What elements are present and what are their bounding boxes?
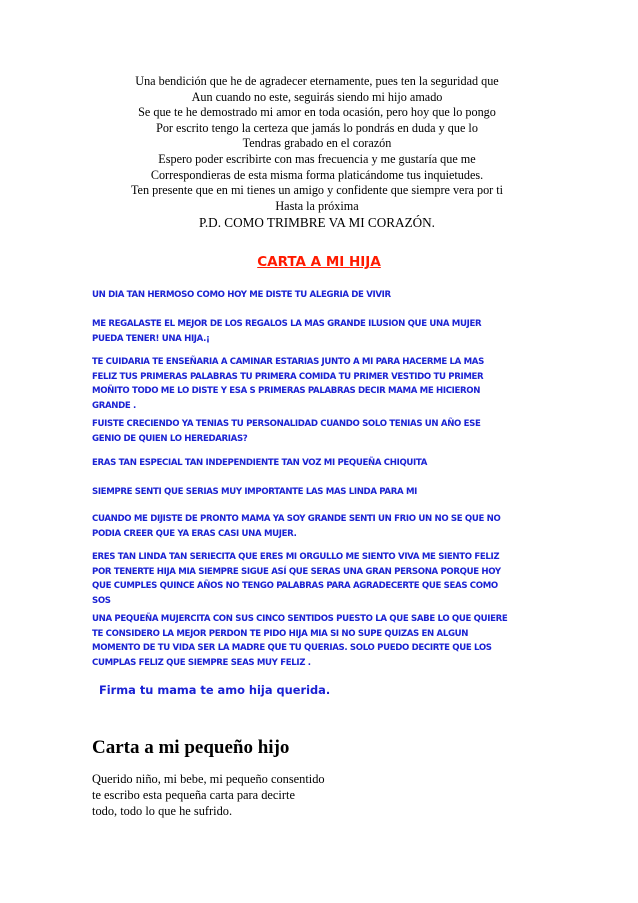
paragraph-line: TE CONSIDERO LA MEJOR PERDON TE PIDO HIJA MIA SI NO SUPE QUIZAS EN ALGUN bbox=[92, 628, 469, 639]
carta-hija-paragraph bbox=[92, 612, 572, 670]
carta-hija-paragraph bbox=[92, 550, 572, 608]
carta-hija-title: CARTA A MI HIJA bbox=[257, 254, 381, 270]
poem-line: Aun cuando no este, seguirás siendo mi hijo amado bbox=[191, 89, 443, 104]
paragraph-line: ME REGALASTE EL MEJOR DE LOS REGALOS LA MAS GRANDE ILUSION QUE UNA MUJER bbox=[92, 319, 482, 329]
carta-hija-paragraph bbox=[92, 288, 572, 303]
paragraph-line: MOMENTO DE TU VIDA SER LA MADRE QUE TU QUERIAS. SOLO PUEDO DECIRTE QUE LOS bbox=[92, 643, 492, 654]
poem-block bbox=[92, 74, 542, 231]
carta-hija-paragraph bbox=[92, 417, 572, 446]
paragraph-line: GENIO DE QUIEN LO HEREDARIAS? bbox=[92, 433, 248, 444]
carta-hija-paragraph bbox=[92, 355, 572, 413]
paragraph-line: FUISTE CRECIENDO YA TENIAS TU PERSONALIDAD CUANDO SOLO TENIAS UN AÑO ESE bbox=[92, 419, 481, 429]
paragraph-line: MOÑITO TODO ME LO DISTE Y ESA S PRIMERAS PALABRAS DECIR MAMA ME HICIERON bbox=[92, 386, 481, 397]
poem-line: Ten presente que en mi tienes un amigo y confidente que siempre vera por ti bbox=[130, 183, 504, 198]
poem-line: Por escrito tengo la certeza que jamás lo pondrás en duda y que lo bbox=[156, 120, 478, 135]
carta-hija-signature: Firma tu mama te amo hija querida. bbox=[99, 683, 331, 697]
paragraph-line: POR TENERTE HIJA MIA SIEMPRE SIGUE ASÍ QUE SERAS UNA GRAN PERSONA PORQUE HOY bbox=[92, 566, 501, 577]
carta-hijo-title: Carta a mi pequeño hijo bbox=[92, 737, 290, 758]
carta-hija-paragraph bbox=[92, 317, 572, 346]
paragraph-line: UNA PEQUEÑA MUJERCITA CON SUS CINCO SENTIDOS PUESTO LA QUE SABE LO QUE QUIERE bbox=[92, 614, 508, 624]
paragraph-line: UN DIA TAN HERMOSO COMO HOY ME DISTE TU ALEGRIA DE VIVIR bbox=[92, 290, 391, 300]
carta-hija-paragraph bbox=[92, 485, 572, 500]
paragraph-line: CUANDO ME DIJISTE DE PRONTO MAMA YA SOY GRANDE SENTI UN FRIO UN NO SE QUE NO bbox=[92, 514, 501, 524]
body-line: Querido niño, mi bebe, mi pequeño consentido bbox=[92, 772, 325, 786]
paragraph-line: QUE CUMPLES QUINCE AÑOS NO TENGO PALABRAS PARA AGRADECERTE QUE SEAS COMO bbox=[92, 581, 498, 592]
paragraph-line: GRANDE . bbox=[92, 400, 136, 411]
carta-hija-paragraph bbox=[92, 456, 572, 471]
poem-postscript: P.D. COMO TRIMBRE VA MI CORAZÓN. bbox=[199, 215, 435, 231]
paragraph-line: ERES TAN LINDA TAN SERIECITA QUE ERES MI ORGULLO ME SIENTO VIVA ME SIENTO FELIZ bbox=[92, 552, 500, 562]
paragraph-line: SOS bbox=[92, 595, 111, 606]
poem-line: Correspondieras de esta misma forma platicándome tus inquietudes. bbox=[150, 167, 484, 182]
body-line: todo, todo lo que he sufrido. bbox=[92, 804, 233, 819]
paragraph-line: ERAS TAN ESPECIAL TAN INDEPENDIENTE TAN VOZ MI PEQUEÑA CHIQUITA bbox=[92, 458, 428, 468]
poem-line: Espero poder escribirte con mas frecuencia y me gustaría que me bbox=[158, 151, 476, 166]
poem-line: Una bendición que he de agradecer eternamente, pues ten la seguridad que bbox=[135, 74, 499, 88]
paragraph-line: FELIZ TUS PRIMERAS PALABRAS TU PRIMERA COMIDA TU PRIMER VESTIDO TU PRIMER bbox=[92, 371, 484, 382]
carta-hijo-body bbox=[92, 771, 325, 820]
poem-line: Hasta la próxima bbox=[275, 198, 359, 213]
body-line: te escribo esta pequeña carta para decirte bbox=[92, 788, 295, 803]
paragraph-line: PUEDA TENER! UNA HIJA.¡ bbox=[92, 333, 210, 344]
paragraph-line: CUMPLAS FELIZ QUE SIEMPRE SEAS MUY FELIZ . bbox=[92, 657, 311, 668]
paragraph-line: PODIA CREER QUE YA ERAS CASI UNA MUJER. bbox=[92, 528, 297, 539]
poem-line: Tendras grabado en el corazón bbox=[242, 136, 392, 151]
carta-hija-paragraph bbox=[92, 512, 572, 541]
paragraph-line: SIEMPRE SENTI QUE SERIAS MUY IMPORTANTE LAS MAS LINDA PARA MI bbox=[92, 487, 417, 497]
paragraph-line: TE CUIDARIA TE ENSEÑARIA A CAMINAR ESTARIAS JUNTO A MI PARA HACERME LA MAS bbox=[92, 357, 484, 367]
poem-line: Se que te he demostrado mi amor en toda ocasión, pero hoy que lo pongo bbox=[138, 105, 496, 120]
